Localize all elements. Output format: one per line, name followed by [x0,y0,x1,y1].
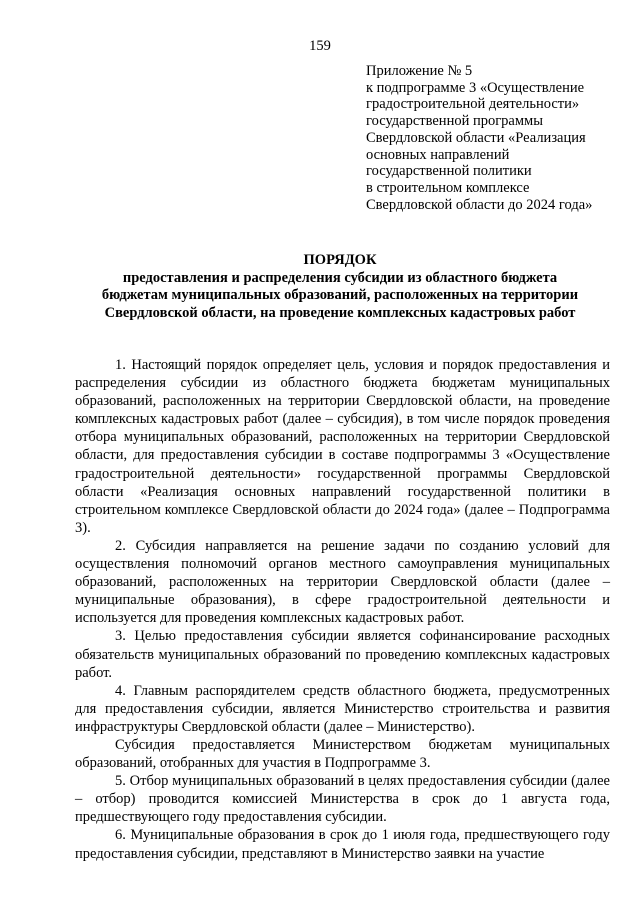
appendix-line: градостроительной деятельности» [366,96,580,113]
appendix-line: государственной политики [366,163,532,180]
title-line: бюджетам муниципальных образований, расположенных на территории [101,287,579,304]
title-line: предоставления и распределения субсидии из областного бюджета [122,269,558,286]
paragraph-3: 3. Целью предоставления субсидии является софинансирование расходных обязательств муниципальных образований по проведению комплексных кадастровых работ. [75,628,610,681]
appendix-line: государственной программы [366,113,543,130]
page-number: 159 [309,38,331,54]
document-body [75,356,610,863]
appendix-reference [366,63,634,213]
appendix-line: основных направлений [366,146,510,163]
document-title [30,252,640,322]
paragraph-4: 4. Главным распорядителем средств областного бюджета, предусмотренных для предоставления субсидии, является Министерство строительства и развития инфраструктуры Свердловской области (далее – Министерство). [75,682,610,735]
paragraph-2: 2. Субсидия направляется на решение задачи по созданию условий для осуществления полномочий органов местного самоуправления муниципальных образований, расположенных на территории Свердловской области (далее – муниципальные образования), в сфере градостроительной деятельности и используется для проведения комплексных кадастровых работ. [75,537,610,627]
appendix-line: к подпрограмме 3 «Осуществление [366,79,585,96]
title-heading: ПОРЯДОК [303,252,377,268]
paragraph-6: 6. Муниципальные образования в срок до 1 июля года, предшествующего году предоставления субсидии, представляют в Министерство заявки на участие [75,827,610,862]
appendix-line: Свердловской области «Реализация [366,129,586,146]
paragraph-1: 1. Настоящий порядок определяет цель, условия и порядок предоставления и распределения субсидии из областного бюджета бюджетам муниципальных образований, расположенных на территории Свердловской области, на проведение комплексных кадастровых работ (далее – субсидия), в том числе порядок проведения отбора муниципальных образований, расположенных на территории Свердловской области, для предоставления субсидии в составе подпрограммы 3 «Осуществление градостроительной деятельности» государственной программы Свердловской области «Реализация основных направлений государственной политики в строительном комплексе Свердловской области до 2024 года» (далее – Подпрограмма 3). [75,357,610,536]
title-line: Свердловской области, на проведение комплексных кадастровых работ [104,304,576,321]
paragraph-5: 5. Отбор муниципальных образований в целях предоставления субсидии (далее – отбор) проводится комиссией Министерства в срок до 1 августа года, предшествующего году предоставления субсидии. [75,773,610,826]
appendix-line: Свердловской области до 2024 года» [366,196,593,213]
appendix-line: Приложение № 5 [366,63,473,79]
appendix-line: в строительном комплексе [366,179,530,196]
paragraph-4-continued: Субсидия предоставляется Министерством бюджетам муниципальных образований, отобранных для участия в Подпрограмме 3. [75,736,610,772]
